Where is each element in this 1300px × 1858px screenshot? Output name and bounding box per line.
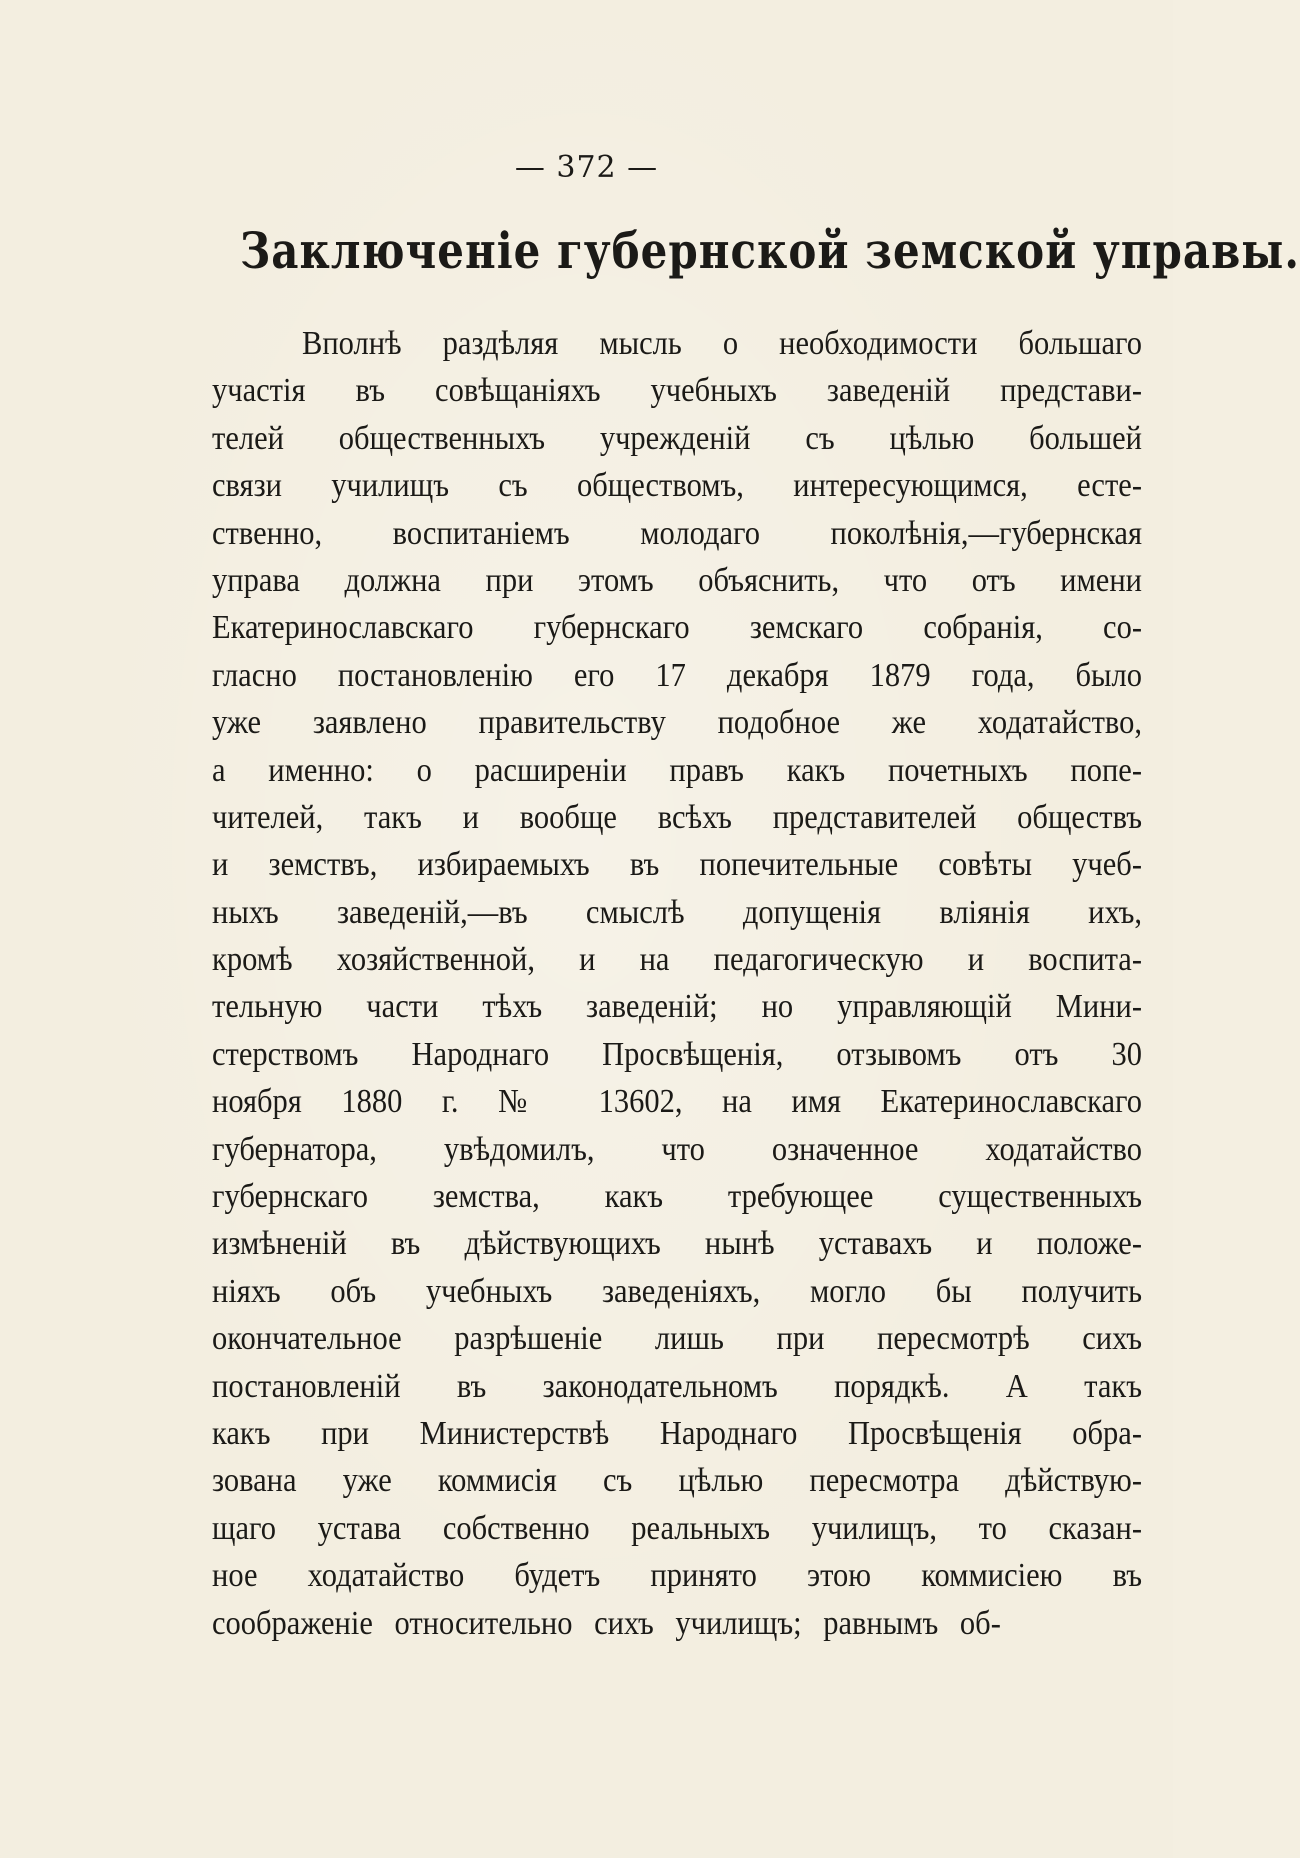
- text-line: Екатеринославскаго губернскаго земскаго собранія, со-: [212, 608, 1142, 646]
- text-line: и земствъ, избираемыхъ въ попечительные совѣты учеб-: [212, 845, 1142, 883]
- text-line: зована уже коммисія съ цѣлью пересмотра дѣйствую-: [212, 1461, 1142, 1500]
- text-line: соображеніе относительно сихъ училищъ; равнымъ об-: [212, 1603, 1001, 1642]
- text-line: постановленій въ законодательномъ порядкѣ. А такъ: [212, 1366, 1142, 1405]
- text-line: губернатора, увѣдомилъ, что означенное ходатайство: [212, 1129, 1142, 1168]
- body-text: [212, 320, 1142, 1647]
- text-line: окончательное разрѣшеніе лишь при пересмотрѣ сихъ: [212, 1319, 1142, 1357]
- text-line: измѣненій въ дѣйствующихъ нынѣ уставахъ и положе-: [212, 1224, 1142, 1263]
- text-line: телей общественныхъ учрежденій съ цѣлью большей: [212, 419, 1142, 457]
- text-line: ніяхъ объ учебныхъ заведеніяхъ, могло бы получить: [212, 1272, 1142, 1310]
- text-line: а именно: о расширеніи правъ какъ почетныхъ попе-: [212, 750, 1142, 789]
- text-line: ственно, воспитаніемъ молодаго поколѣнія,—губернская: [212, 513, 1142, 552]
- text-line: гласно постановленію его 17 декабря 1879 года, было: [212, 655, 1142, 694]
- page-number: — 372 —: [514, 150, 659, 185]
- text-line: щаго устава собственно реальныхъ училищъ, то сказан-: [212, 1508, 1142, 1547]
- text-line: губернскаго земства, какъ требующее существенныхъ: [212, 1177, 1142, 1215]
- text-line: кромѣ хозяйственной, и на педагогическую и воспита-: [212, 940, 1142, 978]
- text-line: Вполнѣ раздѣляя мысль о необходимости большаго: [302, 324, 1142, 362]
- text-line: ноября 1880 г. № 13602, на имя Екатеринославскаго: [212, 1082, 1142, 1120]
- text-line: связи училищъ съ обществомъ, интересующимся, есте-: [212, 466, 1142, 504]
- text-line: участія въ совѣщаніяхъ учебныхъ заведеній представи-: [212, 371, 1142, 410]
- section-heading: Заключеніе губернской земской управы.: [240, 222, 1300, 280]
- text-line: чителей, такъ и вообще всѣхъ представителей обществъ: [212, 798, 1142, 836]
- text-line: стерствомъ Народнаго Просвѣщенія, отзывомъ отъ 30: [212, 1035, 1142, 1073]
- text-line: ныхъ заведеній,—въ смыслѣ допущенія вліянія ихъ,: [212, 892, 1142, 931]
- text-line: тельную части тѣхъ заведеній; но управляющій Мини-: [212, 987, 1142, 1026]
- text-line: управа должна при этомъ объяснить, что отъ имени: [212, 561, 1142, 599]
- text-line: какъ при Министерствѣ Народнаго Просвѣщенія обра-: [212, 1414, 1142, 1452]
- text-line: уже заявлено правительству подобное же ходатайство,: [212, 703, 1142, 741]
- text-line: ное ходатайство будетъ принято этою коммисіею въ: [212, 1556, 1142, 1594]
